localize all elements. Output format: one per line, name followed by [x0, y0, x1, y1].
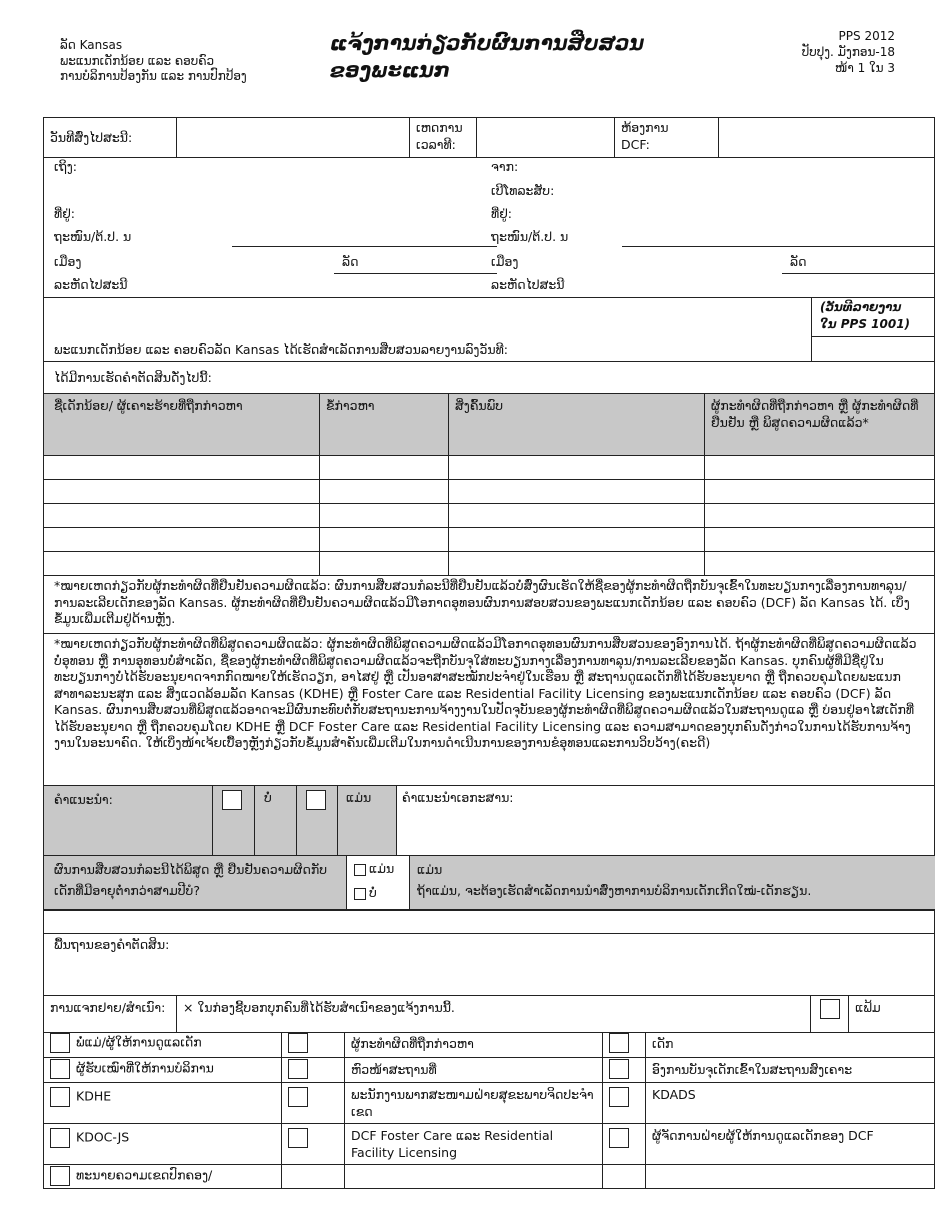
- cell[interactable]: [44, 504, 320, 528]
- revision-date: ປັບປຸງ. ມັງກອນ-18: [801, 45, 895, 59]
- recipient-checkbox[interactable]: [609, 1059, 629, 1079]
- recipient-label: ຜູ້ຮັບເໝົາທີ່ໃຫ້ການບໍລິການ: [76, 1060, 214, 1075]
- cell: [646, 1164, 935, 1188]
- under-three-question: ຜົນການສືບສວນກໍລະນີໄດ້ພິສູດ ຫຼື ຢືນຢັນຄວາມຜິດກັບເດັກທີ່ມີອາຍຸຕໍ່າກວ່າສາມປີບໍ?: [54, 862, 328, 898]
- recipient-label: ພໍ່ແມ່/ຜູ້ໃຫ້ການດູແລເດັກ: [76, 1034, 202, 1050]
- cell: [44, 1032, 282, 1057]
- dcf-office-label-2: DCF:: [621, 137, 650, 152]
- file-checkbox[interactable]: [820, 999, 840, 1019]
- divider: [811, 298, 812, 361]
- cell[interactable]: [705, 480, 935, 504]
- report-date-label-2: ໃນ PPS 1001): [820, 317, 911, 331]
- distribution-table: [43, 996, 935, 1033]
- cell[interactable]: [320, 456, 449, 480]
- dcf-office-label-1: ຫ້ອງການ: [621, 120, 669, 135]
- recipient-checkbox[interactable]: [609, 1087, 629, 1107]
- from-state-line[interactable]: [782, 273, 935, 274]
- report-date-label-1: (ວັນທີລາຍງານ: [820, 300, 902, 314]
- report-date-field[interactable]: [814, 338, 934, 360]
- col-child-name: ຊື່ເດັກນ້ອຍ/ ຜູ້ເຄາະຮ້າຍທີ່ຖືກກ່າວຫາ: [44, 394, 320, 456]
- recipient-checkbox[interactable]: [50, 1128, 70, 1148]
- cell[interactable]: [705, 552, 935, 576]
- from-state-label: ລັດ: [790, 254, 807, 269]
- divider: [337, 786, 338, 855]
- cell: [282, 1123, 345, 1164]
- recipient-label: ເດັກ: [646, 1032, 935, 1057]
- cell: [282, 1032, 345, 1057]
- case-number-label-2: ເວລາທີ:: [416, 137, 456, 152]
- col-finding: ສິ່ງຄົ້ນພົບ: [449, 394, 705, 456]
- under-three-yes-checkbox[interactable]: [354, 864, 366, 876]
- under-three-checks: [346, 856, 410, 909]
- agency-block: [60, 38, 247, 85]
- cell[interactable]: [320, 480, 449, 504]
- under-three-yes-label: ແມ່ນ: [369, 861, 395, 876]
- agency-line-1: ລັດ Kansas: [60, 38, 123, 52]
- table-row: [44, 1123, 935, 1164]
- divider: [296, 786, 297, 855]
- cell[interactable]: [44, 528, 320, 552]
- recipient-label: KDADS: [646, 1082, 935, 1123]
- cell: [44, 1123, 282, 1164]
- recommend-yes-label: ແມ່ນ: [346, 790, 372, 805]
- report-date-block: [43, 298, 935, 362]
- recommend-yes-checkbox[interactable]: [306, 790, 326, 810]
- cell: [282, 1082, 345, 1123]
- from-city-label: ເມືອງ: [491, 254, 519, 269]
- from-address-label: ທີ່ຢູ່:: [491, 206, 512, 221]
- date-sent-field[interactable]: [177, 118, 410, 158]
- case-number-field[interactable]: [477, 118, 615, 158]
- recipient-checkbox[interactable]: [288, 1033, 308, 1053]
- cell[interactable]: [449, 528, 705, 552]
- report-date-label: [820, 299, 910, 333]
- cell[interactable]: [449, 480, 705, 504]
- distribution-label: ການແຈກຢາຍ/ສຳເນົາ:: [44, 996, 177, 1032]
- table-row: [44, 1057, 935, 1082]
- file-checkbox-cell: [811, 996, 849, 1032]
- under-three-row: [43, 856, 935, 910]
- blank-row[interactable]: [43, 910, 935, 934]
- recipient-checkbox[interactable]: [288, 1128, 308, 1148]
- to-zip-label: ລະຫັດໄປສະນີ: [54, 277, 128, 292]
- cell: [603, 1032, 646, 1057]
- case-number-label-1: ເຫດການ: [416, 120, 463, 135]
- recipient-label: KDOC-JS: [76, 1129, 130, 1144]
- cell[interactable]: [705, 504, 935, 528]
- findings-intro: [43, 362, 935, 394]
- recipient-label: ພະນັກງານພາກສະໜາມຝ່າຍສຸຂະພາບຈິດປະຈຳເຂດ: [345, 1082, 603, 1123]
- dcf-office-label: [615, 118, 719, 158]
- cell: [44, 1164, 282, 1188]
- recipient-checkbox[interactable]: [288, 1059, 308, 1079]
- findings-table: [43, 393, 935, 576]
- col-allegation: ຂໍ້ກ່າວຫາ: [320, 394, 449, 456]
- from-label: ຈາກ:: [491, 159, 519, 174]
- cell[interactable]: [44, 456, 320, 480]
- table-row: [44, 456, 935, 480]
- to-address-label: ທີ່ຢູ່:: [54, 206, 75, 221]
- case-number-label: [410, 118, 477, 158]
- recipient-label: ຜູ້ຈັດການຝ່າຍຜູ້ໃຫ້ການດູແລເດັກຂອງ DCF: [646, 1123, 935, 1164]
- note-affirmed: *ໝາຍເຫດກ່ຽວກັບຜູ້ກະທຳຜິດທີ່ພິສູດຄວາມຜິດແລ້ວ: ຜູ້ກະທຳຜິດທີ່ພິສູດຄວາມຜິດແລ້ວມີໂອກາດອຸທອນຜົນການສືບສວນຂອງອົງການໄດ້. ຖ້າຜູ້ກະທຳຜິດທີ່ພິສູດຄວາມຜິດແລ້ວບໍ່ອຸທອນ ຫຼື ການອຸທອນບໍ່ສຳເລັດ, ຊື່ຂອງຜູ້ກະທຳຜິດທີ່ພິສູດຄວາມຜິດແລ້ວຈະຖືກບັນຈຸໃສ່ທະບຽນກາງເລື່ອງການທາລຸນ/ການລະເລີຍຂອງລັດ Kansas. ບຸກຄົນຜູ້ທີ່ມີຊື່ຢູ່ໃນທະບຽນກາງບໍ່ໄດ້ຮັບອະນຸຍາດຈາກກົດໝາຍໃຫ້ເຮັດວຽກ, ອາໄສຢູ່ ຫຼື ເປັນອາສາສະໝັກປະຈໍາຢູ່ໃນເຮືອນ ຫຼື ສະຖານດູແລເດັກທີ່ໄດ້ຮັບອະນຸຍາດ ຫຼື ຖືກຄວບຄຸມໂດຍພະແນກສາທາລະນະສຸກ ແລະ ສິ່ງແວດລ້ອມລັດ Kansas (KDHE) ຫຼື Foster Care ແລະ Residential Facility Licensing ຂອງພະແນກເດັກນ້ອຍ ແລະ ຄອບຄົວ (DCF) ລັດ Kansas. ຜົນການສືບສວນທີ່ພິສູດແລ້ວອາດຈະມີຜົນກະທົບຕໍ່ກັບສະຖານະການຈ້າງງານໃນປັດຈຸບັນຂອງຜູ້ກະທຳຜິດທີ່ພິສູດຄວາມຜິດແລ້ວໃນສະຖານດູແລ ຫຼື ບ່ອນຢູ່ອາໄສເດັກທີ່ໄດ້ຮັບອະນຸຍາດ ຫຼື ຖືກຄວບຄຸມໂດຍ KDHE ຫຼື DCF Foster Care ແລະ Residential Facility Licensing ແລະ ຄວາມສາມາດຂອງບຸກຄົນດັ່ງກ່າວໃນການໄດ້ຮັບການຈ້າງງານໃນອະນາຄົດ. ໃຫ້ເບິ່ງໜ້າເຈ້ຍເບື້ອງຫຼັງກ່ຽວກັບຂໍ້ມູນສຳຄັນເພີ່ມເຕີມໃນການດຳເນີນການຂອງການຂໍອຸທອນແລະການວິບວ້າງ(ຄະດີ): [43, 634, 935, 786]
- cell[interactable]: [320, 528, 449, 552]
- recipient-label: KDHE: [76, 1088, 112, 1103]
- recipient-label: DCF Foster Care ແລະ Residential Facility Licensing: [345, 1123, 603, 1164]
- note-substantiated: *ໝາຍເຫດກ່ຽວກັບຜູ້ກະທຳຜິດທີ່ຢືນຢັນຄວາມຜິດແລ້ວ: ຜົນການສືບສວນກໍລະນີທີ່ຢືນຢັນແລ້ວບໍ່ສົ່ງຜົນເຮັດໃຫ້ຊື່ຂອງຜູ້ກະທຳຜິດຖືກບັນຈຸເຂົ້າໃນທະບຽນກາງເລື່ອງການທາລຸນ/ການລະເລີຍເດັກຂອງລັດ Kansas. ຜູ້ກະທຳຜິດທີ່ຢືນຢັນຄວາມຜິດແລ້ວມີໂອກາດອຸທອນຜົນການສອບສວນຂອງພະແນກເດັກນ້ອຍ ແລະ ຄອບຄົວ (DCF) ລັດ Kansas ໄດ້. ເບິ່ງຂໍ້ມູນເພີ່ມເຕີມຢູ່ດ້ານຫຼັງ.: [43, 575, 935, 634]
- cell[interactable]: [705, 456, 935, 480]
- distribution-instruction: × ໃນກ່ອງຊີ້ບອກບຸກຄົນທີ່ໄດ້ຮັບສຳເນົາຂອງແຈ້ງການນີ້.: [177, 996, 811, 1032]
- basis-label: ພື້ນຖານຂອງຄຳຕັດສິນ:: [54, 937, 170, 952]
- table-row: [44, 528, 935, 552]
- table-row: [44, 1164, 935, 1188]
- recommend-no-label: ບໍ່: [264, 790, 272, 805]
- agency-line-3: ການບໍລິການປ້ອງກັນ ແລະ ການປົກປ້ອງ: [60, 69, 247, 83]
- recommendation-row: [43, 786, 935, 856]
- to-state-line[interactable]: [334, 273, 497, 274]
- to-label: ເຖິງ:: [54, 159, 77, 174]
- cell[interactable]: [44, 480, 320, 504]
- recipient-checkbox[interactable]: [609, 1128, 629, 1148]
- recipient-label: ທະນາຍຄວາມເຂດປົກຄອງ/: [76, 1167, 213, 1182]
- form-info: [802, 28, 895, 76]
- under-three-instruction-block: [417, 859, 811, 901]
- recipient-checkbox[interactable]: [50, 1033, 70, 1053]
- table-row: [44, 480, 935, 504]
- under-three-no-label: ບໍ່: [369, 885, 377, 900]
- to-state-label: ລັດ: [342, 254, 359, 269]
- to-street-line[interactable]: [232, 246, 497, 247]
- to-city-label: ເມືອງ: [54, 254, 82, 269]
- table-row: [44, 504, 935, 528]
- under-three-yes: [354, 861, 394, 876]
- basis-block[interactable]: [43, 934, 935, 996]
- cell: [44, 1057, 282, 1082]
- recommendation-label: ຄຳແນະນຳ:: [54, 792, 113, 807]
- recipient-label: ຫົວໜ້າສະຖານທີ່: [345, 1057, 603, 1082]
- recipient-checkbox[interactable]: [50, 1087, 70, 1107]
- address-block: [43, 157, 935, 298]
- table-row: [44, 1032, 935, 1057]
- cell[interactable]: [320, 552, 449, 576]
- cell: [345, 1164, 603, 1188]
- table-row: [44, 1082, 935, 1123]
- dcf-office-field[interactable]: [719, 118, 935, 158]
- cell: [282, 1057, 345, 1082]
- under-three-instruction: ຖ້າແມ່ນ, ຈະຕ້ອງເຮັດສຳເລັດການນຳສົ່ງຫາການບໍລິການເດັກເກີດໃໝ່-ເດັກຮຽນ.: [417, 883, 812, 898]
- divider: [812, 336, 935, 337]
- recipient-checkbox[interactable]: [50, 1166, 70, 1186]
- recipient-label: ອົງການບັນຈຸເດັກເຂົ້າໃນສະຖານສົງເຄາະ: [646, 1057, 935, 1082]
- cell[interactable]: [44, 552, 320, 576]
- page-number: ໜ້າ 1 ໃນ 3: [835, 61, 895, 75]
- recipient-checkbox[interactable]: [609, 1033, 629, 1053]
- divider: [254, 786, 255, 855]
- under-three-no-checkbox[interactable]: [354, 888, 366, 900]
- file-label: ແຟ້ມ: [849, 996, 935, 1032]
- cell: [603, 1057, 646, 1082]
- page-title: ແຈ້ງການກ່ຽວກັບຜົນການສືບສວນຂອງພະແນກ: [330, 31, 644, 82]
- divider: [212, 786, 213, 855]
- date-sent-label: ວັນທີສົ່ງໄປສະນີ:: [44, 118, 177, 158]
- cell: [44, 1082, 282, 1123]
- from-street-label: ຖະໜົນ/ຕ້.ປ. ນ: [491, 229, 569, 244]
- divider: [396, 786, 397, 855]
- cell[interactable]: [705, 528, 935, 552]
- top-info-table: [43, 117, 935, 158]
- cell[interactable]: [449, 456, 705, 480]
- cell[interactable]: [320, 504, 449, 528]
- distribution-grid: [43, 1032, 935, 1189]
- documentation-label: ຄຳແນະນຳເອກະສານ:: [402, 790, 514, 805]
- recipient-label: ຜູ້ກະທຳຜິດທີ່ຖືກກ່າວຫາ: [345, 1032, 603, 1057]
- to-street-label: ຖະໜົນ/ຕ້.ປ. ນ: [54, 229, 132, 244]
- col-perpetrator: ຜູ້ກະທຳຜິດທີ່ຖືກກ່າວຫາ ຫຼື ຜູ້ກະທຳຜິດທີ່ຢືນຢັນ ຫຼື ພິສູດຄວາມຜິດແລ້ວ*: [705, 394, 935, 456]
- findings-intro-text: ໄດ້ມີການເຮັດຄຳຕັດສິນດັ່ງໄປນີ້:: [54, 370, 212, 385]
- from-street-line[interactable]: [622, 246, 935, 247]
- under-three-yes-heading: ແມ່ນ: [417, 862, 443, 877]
- cell: [603, 1123, 646, 1164]
- report-statement: ພະແນກເດັກນ້ອຍ ແລະ ຄອບຄົວລັດ Kansas ໄດ້ເຮັດສຳເລັດການສືບສວນລາຍງານລົງວັນທີ:: [54, 342, 509, 357]
- cell: [603, 1082, 646, 1123]
- cell: [282, 1164, 345, 1188]
- recipient-checkbox[interactable]: [50, 1059, 70, 1079]
- cell: [603, 1164, 646, 1188]
- phone-label: ເບີໂທລະສັບ:: [491, 183, 555, 198]
- recommend-no-checkbox[interactable]: [222, 790, 242, 810]
- under-three-no: [354, 885, 377, 900]
- cell[interactable]: [449, 552, 705, 576]
- from-zip-label: ລະຫັດໄປສະນີ: [491, 277, 565, 292]
- form-code: PPS 2012: [838, 29, 895, 43]
- table-row: [44, 552, 935, 576]
- cell[interactable]: [449, 504, 705, 528]
- recipient-checkbox[interactable]: [288, 1087, 308, 1107]
- agency-line-2: ພະແນກເດັກນ້ອຍ ແລະ ຄອບຄົວ: [60, 53, 215, 68]
